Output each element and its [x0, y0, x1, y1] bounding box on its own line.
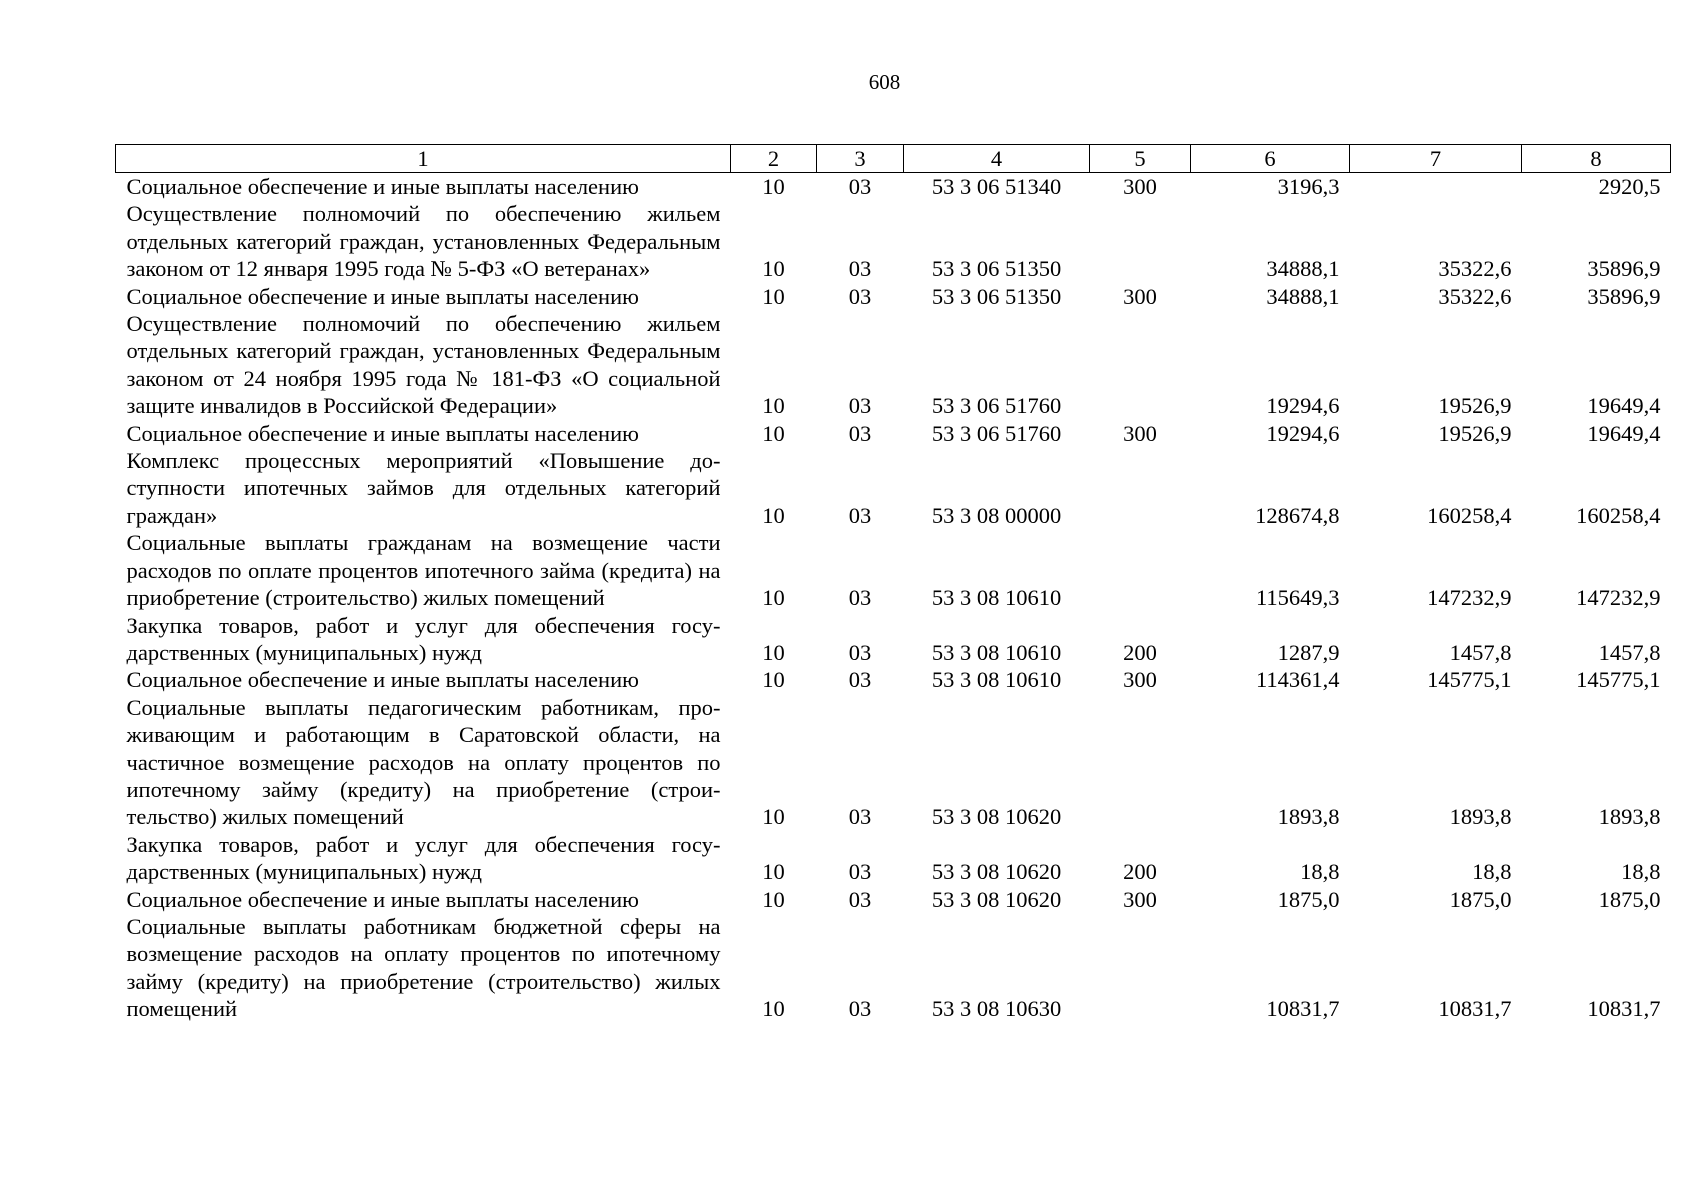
- row-section: 10: [762, 174, 785, 199]
- row-value-2: 35322,6: [1438, 283, 1512, 309]
- row-subsection: 03: [848, 256, 872, 282]
- column-header-3: 3: [817, 145, 904, 173]
- row-subsection: 03: [848, 585, 872, 611]
- row-name: Осуществление полномочий по обеспечению жильем отдельных категорий граждан, установленных Федеральным законом от 12 января 1995 года № 5-ФЗ «О ветеранах»: [126, 201, 721, 282]
- row-expense-type: [1090, 529, 1191, 611]
- row-target-code: 53 3 08 10620: [931, 886, 1062, 912]
- row-expense-type: 300: [1123, 667, 1157, 693]
- row-section: 10: [762, 502, 785, 528]
- row-value-3: 19649,4: [1587, 393, 1661, 419]
- row-value-1: 34888,1: [1266, 256, 1340, 282]
- row-section: 10: [762, 393, 785, 419]
- row-name: Социальные выплаты педагогическим работникам, проживающим и работающим в Саратовской области, на частичное возмещение расходов на оплату процентов по ипотечному займу (кредиту) на приобретение (строительство) жилых помещений: [126, 694, 721, 830]
- column-header-1: 1: [116, 145, 731, 173]
- row-section: 10: [762, 639, 785, 665]
- row-target-code: 53 3 08 10620: [931, 804, 1062, 830]
- row-target-code: 53 3 08 10630: [931, 996, 1062, 1022]
- row-section: 10: [762, 667, 785, 693]
- row-value-3: 1893,8: [1598, 804, 1661, 830]
- row-subsection: 03: [848, 502, 872, 528]
- table-row: [116, 529, 1671, 611]
- row-value-1: 19294,6: [1266, 420, 1340, 446]
- row-value-2: 18,8: [1472, 859, 1512, 885]
- row-value-3: 160258,4: [1576, 502, 1661, 528]
- column-header-6: 6: [1191, 145, 1350, 173]
- row-name: Социальное обеспечение и иные выплаты населению: [126, 283, 639, 309]
- row-expense-type: 300: [1123, 886, 1157, 912]
- row-name: Закупка товаров, работ и услуг для обеспечения государственных (муниципальных) нужд: [126, 831, 721, 885]
- row-subsection: 03: [848, 996, 872, 1022]
- row-target-code: 53 3 08 10610: [931, 639, 1062, 665]
- row-subsection: 03: [848, 283, 872, 309]
- row-target-code: 53 3 06 51340: [931, 174, 1062, 199]
- row-value-2: 35322,6: [1438, 256, 1512, 282]
- row-value-1: 3196,3: [1277, 174, 1340, 199]
- row-value-1: 115649,3: [1255, 585, 1340, 611]
- row-value-1: 10831,7: [1266, 996, 1340, 1022]
- row-target-code: 53 3 08 10610: [931, 667, 1062, 693]
- row-value-2: 147232,9: [1427, 585, 1512, 611]
- row-value-1: 114361,4: [1255, 667, 1340, 693]
- row-value-1: 34888,1: [1266, 283, 1340, 309]
- row-expense-type: [1090, 447, 1191, 529]
- row-subsection: 03: [848, 174, 872, 199]
- row-value-2: 19526,9: [1438, 420, 1512, 446]
- row-name: Осуществление полномочий по обеспечению жильем отдельных категорий граждан, установленных Федеральным законом от 24 ноября 1995 года № 181-ФЗ «О социальной защите инвалидов в Российской Федерации»: [126, 311, 721, 419]
- budget-table: [115, 144, 1671, 1023]
- row-value-1: 1287,9: [1277, 639, 1340, 665]
- table-row: [116, 886, 1671, 913]
- row-expense-type: 200: [1123, 639, 1157, 665]
- row-name: Социальное обеспечение и иные выплаты населению: [126, 886, 639, 912]
- row-subsection: 03: [848, 804, 872, 830]
- table-body: [116, 173, 1671, 1023]
- row-value-2: 1875,0: [1449, 886, 1512, 912]
- column-header-2: 2: [731, 145, 817, 173]
- table-row: [116, 200, 1671, 282]
- row-name: Социальное обеспечение и иные выплаты населению: [126, 420, 639, 446]
- row-value-2: 1893,8: [1449, 804, 1512, 830]
- row-expense-type: 300: [1123, 174, 1157, 199]
- column-header-7: 7: [1350, 145, 1522, 173]
- row-section: 10: [762, 256, 785, 282]
- row-target-code: 53 3 06 51760: [931, 393, 1062, 419]
- row-expense-type: 300: [1123, 283, 1157, 309]
- row-section: 10: [762, 585, 785, 611]
- table-header: [116, 145, 1671, 173]
- row-value-2: 160258,4: [1427, 502, 1512, 528]
- header-row: [116, 145, 1671, 173]
- row-subsection: 03: [848, 420, 872, 446]
- row-expense-type: [1090, 694, 1191, 831]
- row-section: 10: [762, 420, 785, 446]
- row-expense-type: 300: [1123, 420, 1157, 446]
- row-subsection: 03: [848, 639, 872, 665]
- table-row: [116, 310, 1671, 420]
- row-value-3: 147232,9: [1576, 585, 1661, 611]
- row-section: 10: [762, 804, 785, 830]
- row-expense-type: 200: [1123, 859, 1157, 885]
- row-value-3: 35896,9: [1587, 283, 1661, 309]
- row-value-1: 18,8: [1300, 859, 1340, 885]
- table-row: [116, 173, 1671, 201]
- row-value-3: 1457,8: [1598, 639, 1661, 665]
- row-value-3: 18,8: [1621, 859, 1661, 885]
- row-value-3: 10831,7: [1587, 996, 1661, 1022]
- row-target-code: 53 3 06 51350: [931, 283, 1062, 309]
- row-name: Социальные выплаты работникам бюджетной сферы на возмещение расходов на оплату процентов по ипотечному займу (кредиту) на приобретение (строительство) жилых помещений: [126, 913, 721, 1022]
- table-row: [116, 447, 1671, 529]
- row-value-3: 1875,0: [1598, 886, 1661, 912]
- row-target-code: 53 3 08 00000: [931, 502, 1062, 528]
- table-row: [116, 694, 1671, 831]
- row-value-2: 1457,8: [1449, 639, 1512, 665]
- row-value-3: 145775,1: [1576, 667, 1661, 693]
- row-value-1: 1875,0: [1277, 886, 1340, 912]
- row-target-code: 53 3 08 10610: [931, 585, 1062, 611]
- row-expense-type: [1090, 913, 1191, 1023]
- row-target-code: 53 3 06 51350: [931, 256, 1062, 282]
- row-value-3: 35896,9: [1587, 256, 1661, 282]
- row-section: 10: [762, 886, 785, 912]
- row-value-3: 19649,4: [1587, 420, 1661, 446]
- table-row: [116, 283, 1671, 310]
- row-subsection: 03: [848, 667, 872, 693]
- row-name: Социальное обеспечение и иные выплаты населению: [126, 667, 639, 693]
- row-name: Закупка товаров, работ и услуг для обеспечения государственных (муниципальных) нужд: [126, 612, 721, 665]
- row-section: 10: [762, 859, 785, 885]
- row-value-1: 1893,8: [1277, 804, 1340, 830]
- row-expense-type: [1090, 310, 1191, 420]
- column-header-8: 8: [1522, 145, 1671, 173]
- row-subsection: 03: [848, 886, 872, 912]
- row-section: 10: [762, 996, 785, 1022]
- row-value-2: 145775,1: [1427, 667, 1512, 693]
- row-value-2: 10831,7: [1438, 996, 1512, 1022]
- row-value-2: [1350, 173, 1522, 201]
- table-row: [116, 612, 1671, 667]
- row-expense-type: [1090, 200, 1191, 282]
- row-target-code: 53 3 08 10620: [931, 859, 1062, 885]
- row-name: Социальное обеспечение и иные выплаты населению: [126, 174, 639, 199]
- row-target-code: 53 3 06 51760: [931, 420, 1062, 446]
- table-row: [116, 913, 1671, 1023]
- row-value-3: 2920,5: [1598, 174, 1661, 199]
- row-subsection: 03: [848, 859, 872, 885]
- column-header-5: 5: [1090, 145, 1191, 173]
- row-section: 10: [762, 283, 785, 309]
- row-value-1: 128674,8: [1255, 502, 1340, 528]
- row-name: Социальные выплаты гражданам на возмещение части расходов по оплате процентов ипотечного займа (кредита) на приобретение (строительство) жилых помещений: [126, 530, 721, 611]
- row-name: Комплекс процессных мероприятий «Повышение доступности ипотечных займов для отдельных категорий граждан»: [126, 448, 721, 528]
- row-value-2: 19526,9: [1438, 393, 1512, 419]
- row-value-1: 19294,6: [1266, 393, 1340, 419]
- page-number: 608: [868, 70, 901, 94]
- column-header-4: 4: [904, 145, 1090, 173]
- table-row: [116, 420, 1671, 447]
- row-subsection: 03: [848, 393, 872, 419]
- table-row: [116, 831, 1671, 886]
- table-row: [116, 666, 1671, 693]
